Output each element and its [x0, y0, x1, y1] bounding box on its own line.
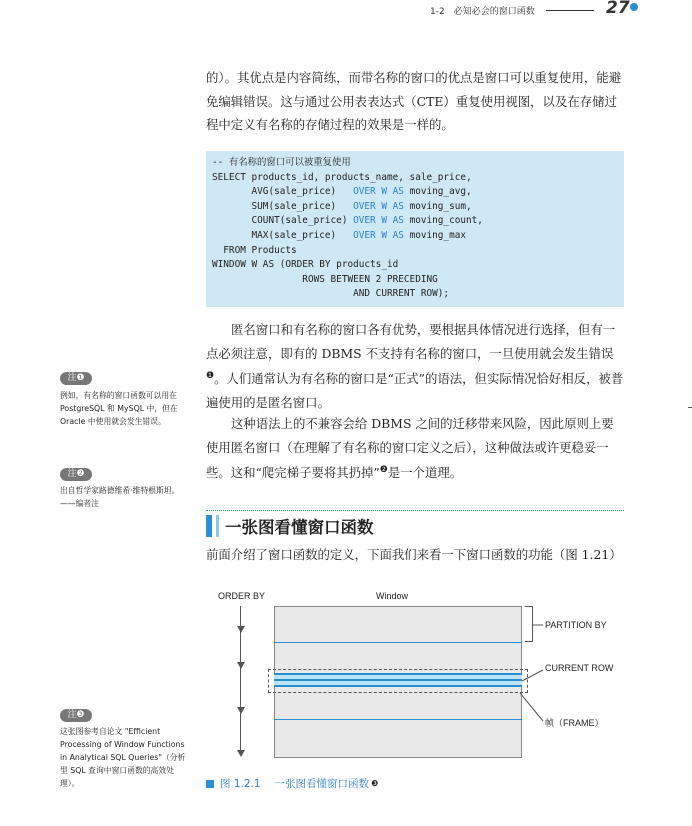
paragraph-1: 的）。其优点是内容简练，而带名称的窗口的优点是窗口可以重复使用，能避免编辑错误。这与通过公用表表达式（CTE）重复使用视图，以及在存储过程中定义有名称的存储过程的效果是一样的。: [206, 70, 622, 132]
note-text-2: 出自哲学家路德维希·维特根斯坦。——编者注: [60, 486, 180, 508]
window-function-diagram: [200, 585, 640, 795]
window-label: Window: [376, 591, 409, 601]
paragraph-4: 前面介绍了窗口函数的定义，下面我们来看一下窗口函数的功能（图 1.21）: [206, 547, 622, 562]
code-block: [206, 151, 624, 307]
running-header-title: 1-2 必知必会的窗口函数: [430, 7, 535, 17]
partition-by-label: PARTITION BY: [545, 620, 607, 630]
note-label-1: 注❶: [60, 372, 92, 385]
figure-number: 图 1.2.1: [220, 778, 261, 790]
code-line: WINDOW W AS (ORDER BY products_id: [212, 259, 399, 271]
code-line: SELECT products_id, products_name, sale_price,: [212, 171, 472, 183]
code-line: ROWS BETWEEN 2 PRECEDING: [212, 273, 438, 285]
code-line: SUM(sale_price) OVER W AS moving_sum,: [212, 200, 472, 212]
order-by-label: ORDER BY: [218, 591, 266, 601]
footnote-ref-2: ❷: [379, 465, 388, 475]
paragraph-2: 匿名窗口和有名称的窗口各有优势，要根据具体情况进行选择，但有一点必须注意，即有的 DBMS 不支持有名称的窗口，一旦使用就会发生错误$^❶$。人们通常认为有名称的窗口是“正式”的语法，但实际情况恰好相反，被普遍使用的是匿名窗口。: [206, 322, 624, 410]
note-label-2: 注❷: [60, 468, 92, 481]
code-line: FROM Products: [212, 244, 297, 256]
section-bar-light-icon: [216, 515, 219, 537]
edge-mark: [688, 407, 692, 408]
note-text-1: 例如，有名称的窗口函数可以用在 PostgreSQL 和 MySQL 中，但在 Oracle 中使用就会发生错误。: [60, 391, 178, 426]
frame-label: 帧（FRAME）: [545, 718, 604, 728]
caption-square-icon: [206, 780, 214, 788]
note-label-3: 注❸: [60, 709, 92, 722]
section-bar-icon: [206, 515, 212, 537]
paragraph-3: 这种语法上的不兼容会给 DBMS 之间的迁移带来风险，因此原则上要使用匿名窗口（在理解了有名称的窗口定义之后），这种做法或许更稳妥一些。这和“爬完梯子要将其扔掉”$^❷$是一个道理。: [206, 416, 614, 481]
footnote-ref-1: ❶: [206, 371, 215, 381]
page-number: 27: [606, 0, 630, 18]
figure-title: 一张图看懂窗口函数: [274, 778, 370, 790]
footnote-ref-3: ❸: [371, 779, 379, 788]
code-line: AVG(sale_price) OVER W AS moving_avg,: [212, 186, 472, 198]
section-title: 一张图看懂窗口函数: [225, 518, 374, 537]
note-text-3: 这张图参考自论文 "Efficient Processing of Window Functions in Analytical SQL Queries"（分析型 SQL 查询中窗口函数的高效处理）。: [60, 727, 186, 788]
callout-lines: [200, 585, 640, 795]
code-line: MAX(sale_price) OVER W AS moving_max: [212, 229, 467, 241]
figure-caption: [206, 776, 378, 791]
code-line: -- 有名称的窗口可以被重复使用: [212, 157, 351, 168]
code-line: AND CURRENT ROW);: [212, 288, 450, 300]
header-rule: [546, 10, 594, 11]
section-divider: [206, 510, 624, 511]
section-heading: [206, 514, 374, 538]
code-line: COUNT(sale_price) OVER W AS moving_count,: [212, 215, 483, 227]
current-row-label: CURRENT ROW: [545, 663, 614, 673]
header-dot-icon: [630, 3, 638, 11]
